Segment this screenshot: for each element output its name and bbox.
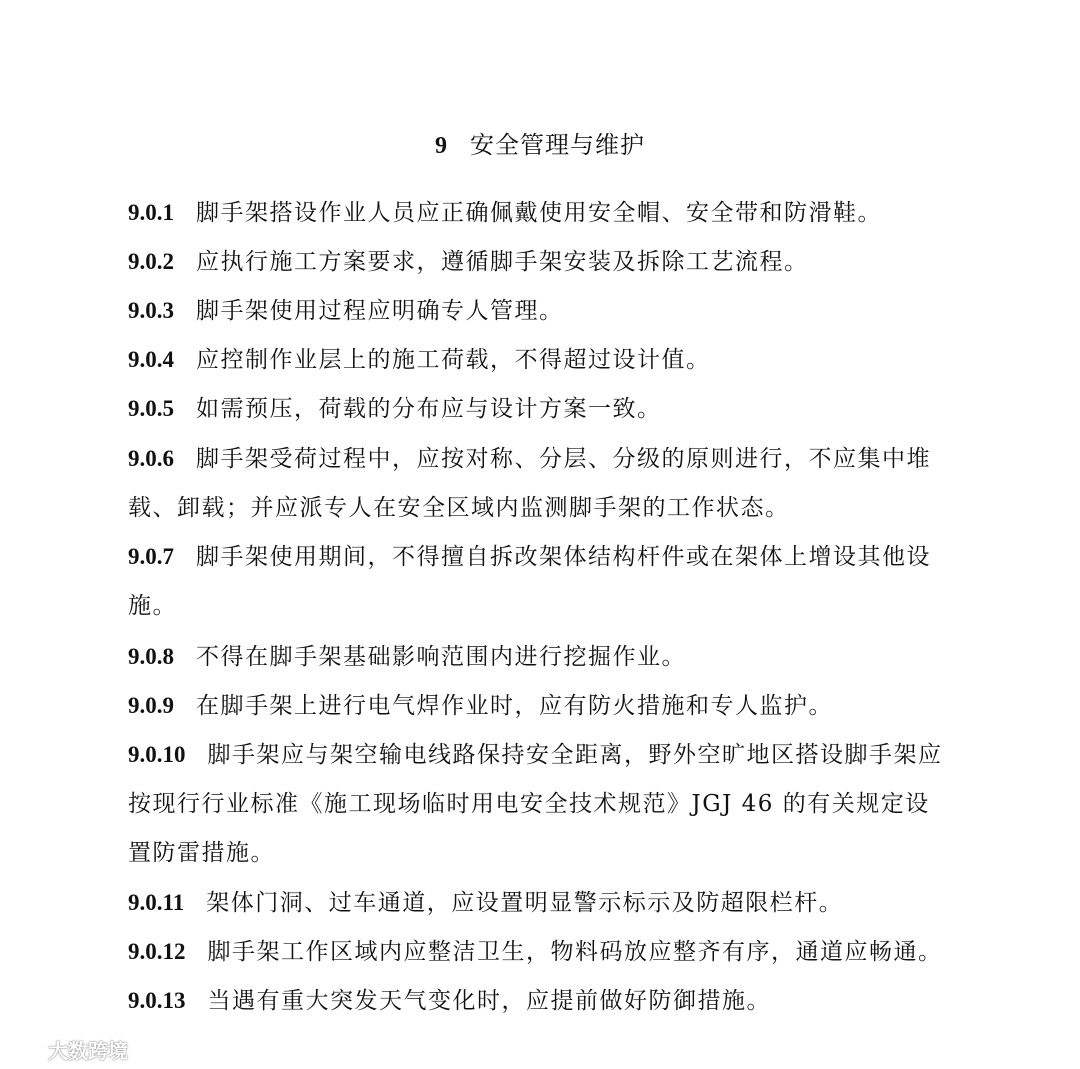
clause-text: 脚手架搭设作业人员应正确佩戴使用安全帽、安全带和防滑鞋。 — [196, 200, 882, 226]
clause-number: 9.0.9 — [128, 693, 174, 718]
section-title-text: 安全管理与维护 — [470, 131, 645, 159]
clause-number: 9.0.11 — [128, 890, 185, 915]
clause-number: 9.0.5 — [128, 396, 174, 421]
clause-number: 9.0.2 — [128, 249, 174, 274]
section-title — [0, 127, 1080, 164]
clause-text: 脚手架受荷过程中，应按对称、分层、分级的原则进行，不应集中堆载、卸载；并应派专人在安全区域内监测脚手架的工作状态。 — [128, 446, 931, 521]
clause-number: 9.0.12 — [128, 939, 186, 964]
clause-text: 不得在脚手架基础影响范围内进行挖掘作业。 — [196, 644, 686, 670]
clause-number: 9.0.13 — [128, 988, 186, 1013]
clause-text: 脚手架工作区域内应整洁卫生，物料码放应整齐有序，通道应畅通。 — [207, 939, 943, 965]
section-number: 9 — [435, 133, 448, 159]
clause-9-0-4 — [128, 335, 952, 385]
clause-number: 9.0.10 — [128, 742, 186, 767]
clause-9-0-5 — [128, 384, 952, 434]
clause-text: 应控制作业层上的施工荷载，不得超过设计值。 — [196, 347, 711, 373]
watermark-text: 大数跨境 — [48, 1038, 128, 1063]
clause-number: 9.0.8 — [128, 644, 174, 669]
clause-text: 当遇有重大突发天气变化时，应提前做好防御措施。 — [207, 988, 771, 1014]
clause-text: 如需预压，荷载的分布应与设计方案一致。 — [196, 396, 662, 422]
clause-9-0-6 — [128, 434, 952, 533]
clause-text: 脚手架应与架空输电线路保持安全距离，野外空旷地区搭设脚手架应按现行行业标准《施工现场临时用电安全技术规范》JGJ 46 的有关规定设置防雷措施。 — [128, 742, 943, 866]
clause-9-0-9 — [128, 681, 952, 731]
clause-text: 脚手架使用过程应明确专人管理。 — [196, 298, 564, 324]
clause-text: 架体门洞、过车通道，应设置明显警示标示及防超限栏杆。 — [206, 890, 844, 916]
wechat-logo-icon — [12, 1034, 48, 1065]
clause-9-0-13 — [128, 976, 952, 1026]
clause-text: 脚手架使用期间，不得擅自拆改架体结构杆件或在架体上增设其他设施。 — [128, 544, 931, 619]
clause-9-0-10 — [128, 730, 952, 878]
clause-9-0-2 — [128, 237, 952, 287]
clause-text: 在脚手架上进行电气焊作业时，应有防火措施和专人监护。 — [196, 693, 833, 719]
clause-number: 9.0.7 — [128, 544, 174, 569]
clause-number: 9.0.6 — [128, 446, 174, 471]
clause-9-0-7 — [128, 532, 952, 631]
watermark — [12, 1032, 128, 1066]
clause-number: 9.0.3 — [128, 298, 174, 323]
clause-number: 9.0.1 — [128, 200, 174, 225]
clause-9-0-3 — [128, 286, 952, 336]
clause-9-0-8 — [128, 632, 952, 682]
clause-number: 9.0.4 — [128, 347, 174, 372]
clause-9-0-12 — [128, 927, 952, 977]
clause-text: 应执行施工方案要求，遵循脚手架安装及拆除工艺流程。 — [196, 249, 809, 275]
clause-9-0-1 — [128, 188, 952, 238]
clause-9-0-11 — [128, 878, 952, 928]
